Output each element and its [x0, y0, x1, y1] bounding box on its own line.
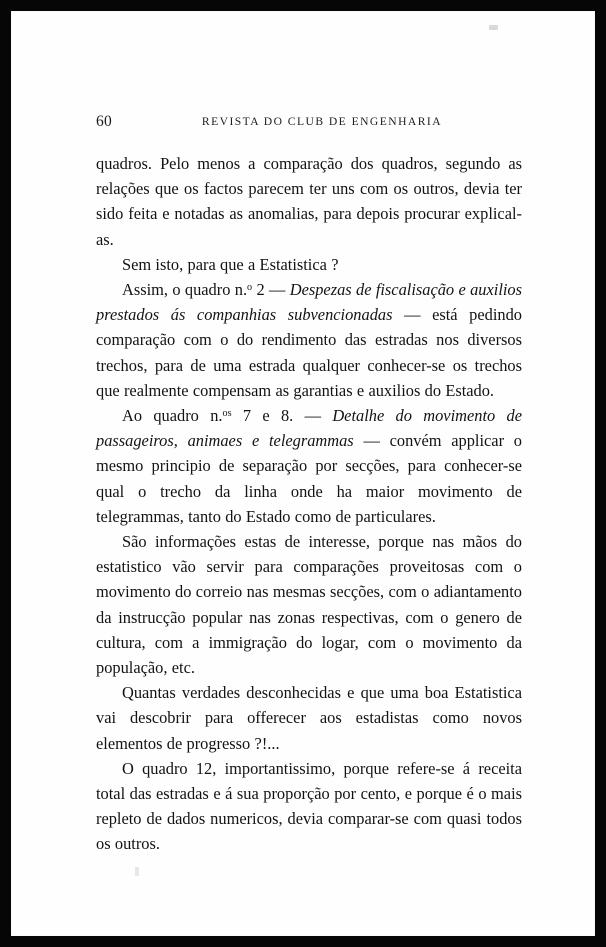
body-text	[96, 151, 522, 857]
text-run: quadros. Pelo menos a comparação dos quadros, segundo as relações que os factos parecem ter uns com os outros, devia ter sido feita e notadas as anomalias, para depois procurar explical-as.	[96, 154, 522, 249]
text-run: São informações estas de interesse, porque nas mãos do estatistico vão servir para comparações proveitosas com o movimento do correio nas mesmas secções, com o adiantamento da instrucção popular nas zonas respectivas, com o genero de cultura, com a immigração do logar, com o movimento da população, etc.	[96, 532, 522, 678]
text-run: Ao quadro n.	[122, 406, 223, 426]
ordinal-superscript: os	[222, 407, 232, 419]
paragraph	[96, 680, 522, 756]
paragraph	[96, 529, 522, 680]
italic-title: Despezas de fiscalisação e auxilios prestados ás companhias subvencionadas	[96, 280, 522, 325]
italic-title: Detalhe do movimento de passageiros, animaes e telegrammas	[96, 406, 522, 451]
ordinal-superscript: o	[247, 281, 253, 293]
paragraph	[96, 403, 522, 529]
text-run: 7 e 8. —	[231, 406, 333, 426]
text-run: 2 —	[252, 280, 290, 300]
text-run: Quantas verdades desconhecidas e que uma boa Estatistica vai descobrir para offerecer aos estadistas como novos elementos de progresso ?!...	[96, 683, 522, 753]
text-run: Assim, o quadro n.	[122, 280, 248, 300]
paragraph	[96, 252, 522, 277]
text-run: O quadro 12, importantissimo, porque refere-se á receita total das estradas e á sua proporção por cento, e porque é o mais repleto de dados numericos, devia comparar-se com quasi todos os outros.	[96, 758, 522, 854]
running-head	[96, 111, 526, 133]
page-sheet	[11, 11, 595, 936]
paragraph	[96, 756, 522, 857]
paragraph	[96, 151, 522, 252]
page-number: 60	[96, 113, 113, 130]
text-run: — convém applicar o mesmo principio de separação por secções, para conhecer-se qual o trecho da linha onde ha maior movimento de telegrammas, tanto do Estado como de particulares.	[96, 431, 522, 526]
scan-speck-bottom-left	[135, 867, 139, 876]
text-run: Sem isto, para que a Estatistica ?	[122, 254, 339, 274]
paragraph	[96, 277, 522, 403]
text-run: — está pedindo comparação com o do rendimento das estradas nos diversos trechos, para de uma estrada qualquer conhecer-se os trechos que realmente compensam as garantias e auxilios do Estado.	[96, 305, 522, 400]
running-head-title: REVISTA DO CLUB DE ENGENHARIA	[201, 115, 443, 128]
scan-speck-top-right	[489, 25, 498, 30]
